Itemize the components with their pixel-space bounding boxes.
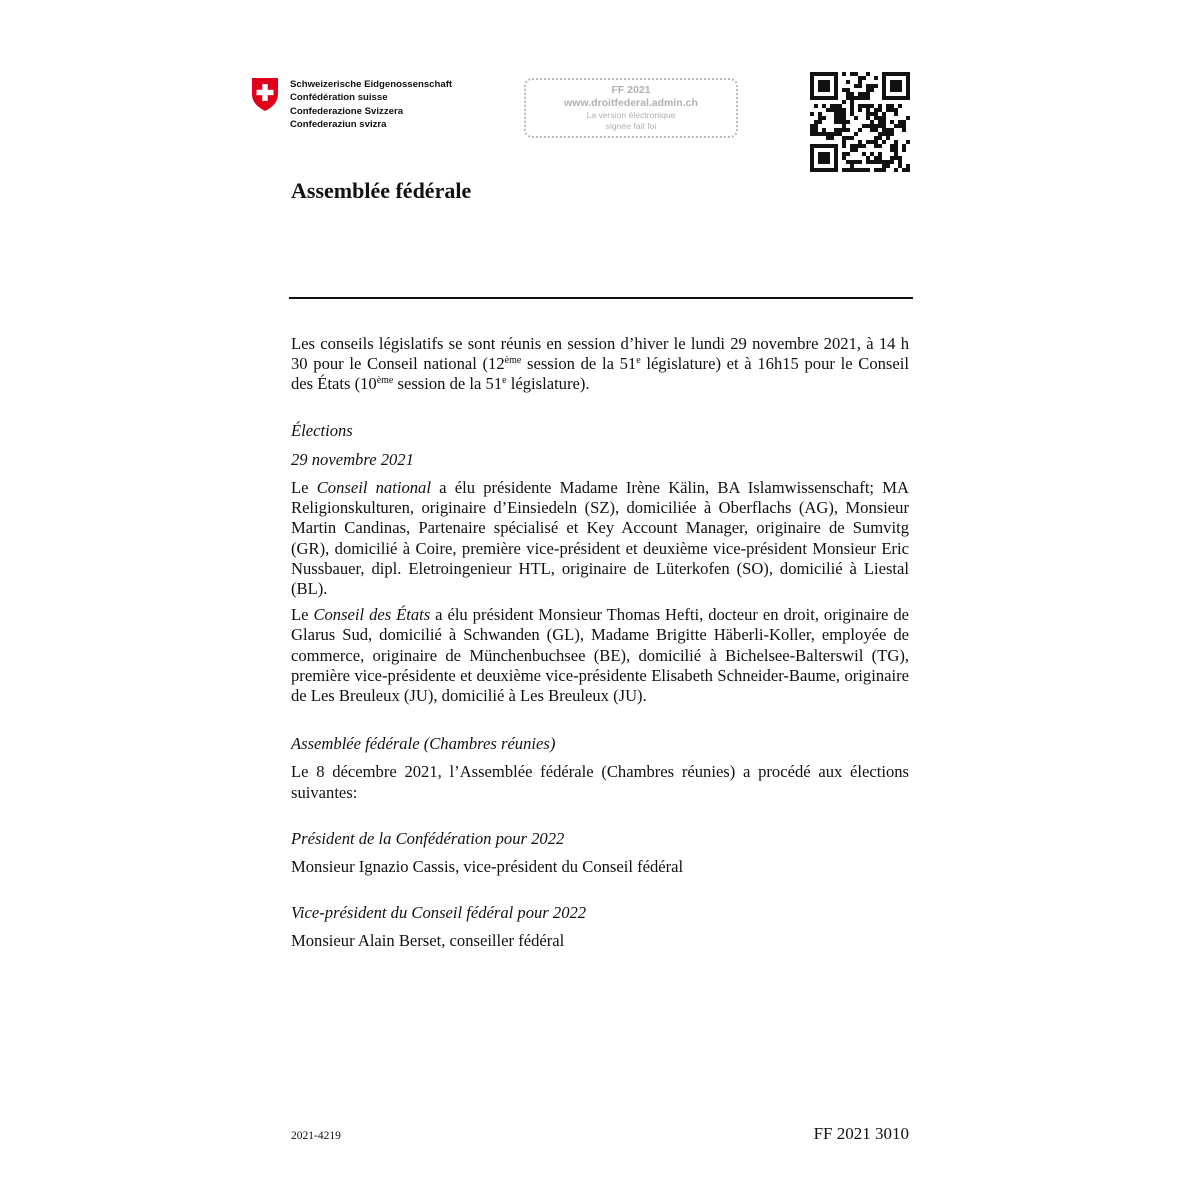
- signature-stamp: [524, 78, 738, 138]
- elections-heading: Élections: [291, 420, 353, 440]
- qr-code-icon: [810, 72, 910, 172]
- confederation-name-de: Schweizerische Eidgenossenschaft: [290, 79, 453, 90]
- president-paragraph: Monsieur Ignazio Cassis, vice-président du Conseil fédéral: [291, 857, 684, 877]
- assembly-paragraph: Le 8 décembre 2021, l’Assemblée fédérale (Chambres réunies) a procédé aux élections suivantes:: [291, 762, 909, 802]
- confederation-names: [290, 78, 452, 132]
- confederation-name-fr: Confédération suisse: [290, 92, 388, 104]
- date-heading: 29 novembre 2021: [291, 449, 414, 469]
- vice-president-paragraph: Monsieur Alain Berset, conseiller fédéral: [291, 931, 565, 951]
- document-header: [250, 72, 912, 182]
- stamp-line-3: La version électronique: [586, 110, 676, 120]
- document-body: [291, 334, 909, 952]
- states-council-name: Conseil des États: [313, 605, 431, 625]
- national-council-name: Conseil national: [316, 478, 431, 498]
- confederation-name-rm: Confederaziun svizra: [290, 119, 387, 131]
- stamp-line-2: www.droitfederal.admin.ch: [564, 97, 698, 109]
- document-reference: 2021-4219: [291, 1130, 341, 1142]
- president-heading: Président de la Confédération pour 2022: [291, 828, 565, 848]
- intro-paragraph: Les conseils législatifs se sont réunis en session d’hiver le lundi 29 novembre 2021, à 14 h 30 pour le Conseil national (12ème session de la 51e législature) et à 16h15 pour le Conseil des États (10ème session de la 51e législature).: [291, 334, 909, 394]
- stamp-line-1: FF 2021: [611, 84, 651, 96]
- confederation-name-it: Confederazione Svizzera: [290, 105, 404, 117]
- states-council-paragraph: Le Conseil des États a élu président Monsieur Thomas Hefti, docteur en droit, originaire de Glarus Sud, domicilié à Schwanden (GL), Madame Brigitte Häberli-Koller, employée de commerce, originaire de Münchenbuchsee (BE), domicilié à Bichelsee-Balterswil (TG), première vice-présidente et deuxième vice-présidente Elisabeth Schneider-Baume, originaire de Les Breuleux (JU), domicilié à Les Breuleux (JU).: [291, 605, 909, 706]
- page-reference: FF 2021 3010: [813, 1124, 909, 1143]
- vice-president-heading: Vice-président du Conseil fédéral pour 2022: [291, 903, 587, 923]
- title-divider: [289, 297, 913, 299]
- document-title: Assemblée fédérale: [291, 178, 472, 203]
- assembly-heading: Assemblée fédérale (Chambres réunies): [291, 734, 556, 754]
- swiss-crest-icon: [250, 76, 280, 112]
- stamp-line-4: signée fait foi: [605, 121, 657, 131]
- national-council-paragraph: Le Conseil national a élu présidente Madame Irène Kälin, BA Islamwissenschaft; MA Religionskulturen, originaire d’Einsiedeln (SZ), domiciliée à Oberflachs (AG), Monsieur Martin Candinas, Partenaire spécialisé et Key Account Manager, originaire de Sumvitg (GR), domicilié à Coire, première vice-président et deuxième vice-président Monsieur Eric Nussbauer, dipl. Eletroingenieur HTL, originaire de Lüterkofen (SO), domicilié à Liestal (BL).: [291, 478, 909, 599]
